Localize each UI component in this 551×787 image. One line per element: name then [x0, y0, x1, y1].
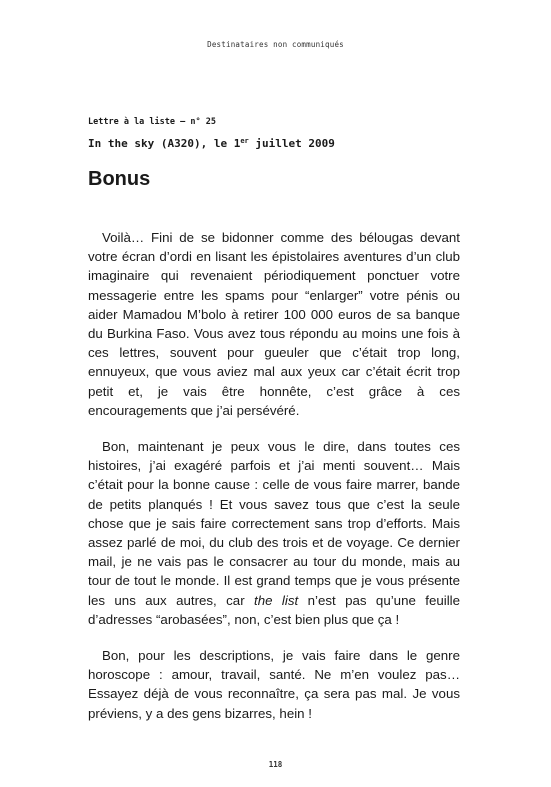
- location-suffix: juillet 2009: [248, 137, 335, 150]
- body-text: [88, 228, 460, 740]
- ordinal-superscript: er: [240, 137, 249, 145]
- paragraph-2: [88, 437, 460, 629]
- paragraph-3: Bon, pour les descriptions, je vais faire dans le genre horoscope : amour, travail, santé. Ne m’en voulez pas… Essayez déjà de vous reconnaître, ça sera pas mal. Je vous préviens, y a des gens bizarres, hein !: [88, 648, 460, 721]
- paragraph-1: Voilà… Fini de se bidonner comme des bélougas devant votre écran d’ordi en lisant les épistolaires aventures d’un club imaginaire qui revenaient périodiquement ponctuer votre messagerie entre les spams pour “enlarger” votre pénis ou aider Mamadou M’bolo à retirer 100 000 euros de sa banque du Burkina Faso. Vous avez tous répondu au moins une fois à ces lettres, souvent pour gueuler que c’était trop long, ennuyeux, que vous aviez mal aux yeux car c’était écrit trop petit et, je vais être honnête, c’est grâce à ces encouragements que j’ai persévéré.: [88, 230, 460, 418]
- page-number: 118: [268, 760, 283, 769]
- paragraph-2-emphasis: the list: [254, 592, 299, 608]
- location-date-line: [88, 137, 335, 150]
- running-head: Destinataires non communiqués: [207, 40, 344, 49]
- paragraph-2-start: Bon, maintenant je peux vous le dire, dans toutes ces histoires, j’ai exagéré parfois et j’ai menti souvent… Mais c’était pour la bonne cause : celle de vous faire marrer, bande de petits planqués ! Et vous savez tous que c’est la seule chose que je sais faire correctement sans trop d’efforts. Mais assez parlé de moi, du club des trois et de voyage. Ce dernier mail, je ne vais pas le consacrer au tour du monde, mais au tour de tout le monde. Il est grand temps que je vous présente les uns aux autres, car: [88, 439, 460, 608]
- paragraph-2-end: n’est pas qu’une feuille d’adresses “arobasées”, non, c’est bien plus que ça !: [88, 592, 461, 627]
- letter-label: Lettre à la liste – n° 25: [88, 117, 216, 127]
- chapter-title: Bonus: [88, 168, 151, 190]
- location-prefix: In the sky (A320), le 1: [88, 137, 241, 150]
